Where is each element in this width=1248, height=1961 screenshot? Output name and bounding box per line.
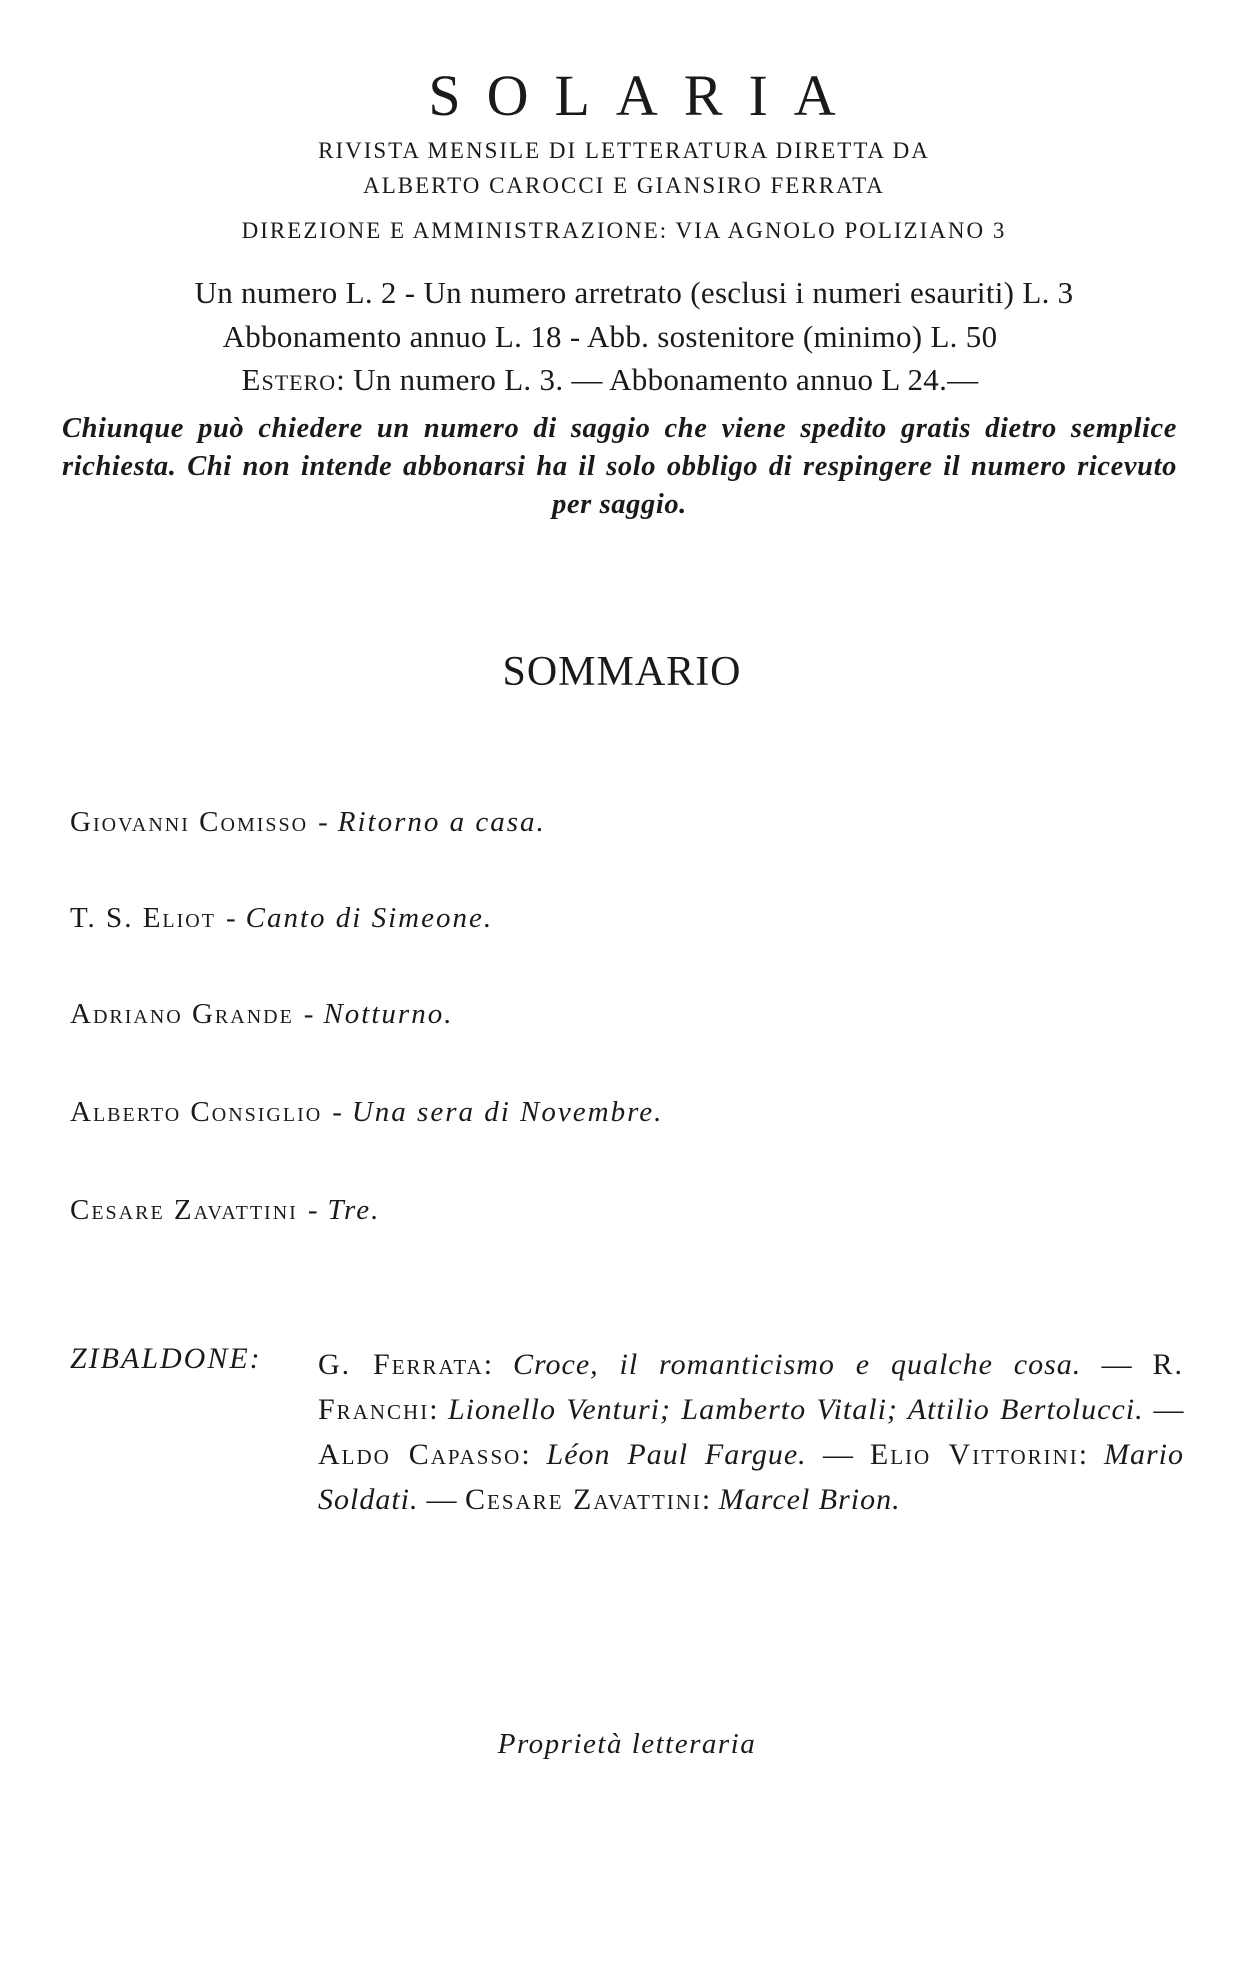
zibaldone-label: ZIBALDONE:	[70, 1342, 262, 1375]
toc-separator: -	[318, 806, 328, 838]
toc-entry	[70, 902, 493, 935]
toc-author: Cesare Zavattini	[70, 1194, 298, 1226]
zibaldone-title: Léon Paul Fargue.	[546, 1438, 807, 1471]
zibaldone-colon: :	[483, 1348, 493, 1381]
toc-author: Adriano Grande	[70, 998, 294, 1030]
zibaldone-title: Mario Soldati.	[318, 1438, 1185, 1516]
toc-title: Canto di Simeone.	[245, 902, 494, 934]
abroad-prices: : Un numero L. 3. — Abbonamento annuo L 24.—	[336, 362, 979, 397]
sommario-heading: SOMMARIO	[502, 649, 742, 695]
copyright-notice: Proprietà letteraria	[497, 1728, 757, 1760]
toc-separator: -	[225, 902, 236, 934]
price-line-subscription: Abbonamento annuo L. 18 - Abb. sostenitore (minimo) L. 50	[222, 319, 998, 354]
zibaldone-author: R. Franchi	[318, 1348, 1185, 1426]
zibaldone-colon: :	[701, 1483, 711, 1516]
price-line-abroad	[0, 362, 1234, 398]
zibaldone-dash: —	[426, 1483, 458, 1516]
toc-separator: -	[303, 998, 314, 1030]
zibaldone-title: Marcel Brion.	[718, 1483, 901, 1516]
toc-title: Tre.	[327, 1194, 381, 1226]
price-line-single-issue: Un numero L. 2 - Un numero arretrato (esclusi i numeri esauriti) L. 3	[194, 275, 1074, 310]
magazine-editors: ALBERTO CAROCCI E GIANSIRO FERRATA	[363, 173, 885, 198]
zibaldone-author: Cesare Zavattini	[465, 1483, 702, 1516]
zibaldone-author: Elio Vittorini	[869, 1438, 1079, 1471]
zibaldone-author: G. Ferrata	[318, 1348, 484, 1381]
toc-title: Ritorno a casa.	[337, 806, 546, 838]
toc-entry	[70, 1096, 663, 1129]
zibaldone-dash: —	[823, 1438, 854, 1471]
toc-entry	[70, 998, 453, 1031]
zibaldone-colon: :	[429, 1393, 439, 1426]
toc-entry	[70, 806, 546, 839]
zibaldone-title: Croce, il romanticismo e qualche cosa.	[512, 1348, 1082, 1381]
zibaldone-title: Lionello Venturi; Lamberto Vitali; Attilio Bertolucci.	[447, 1393, 1144, 1426]
zibaldone-colon: :	[1078, 1438, 1088, 1471]
sample-issue-notice: Chiunque può chiedere un numero di saggio che viene spedito gratis dietro semplice richiesta. Chi non intende abbonarsi ha il solo obbligo di respingere il numero ricevuto per saggio.	[62, 413, 1177, 520]
zibaldone-dash: —	[1101, 1348, 1133, 1381]
toc-author: T. S. Eliot	[70, 902, 216, 934]
toc-title: Notturno.	[323, 998, 454, 1030]
magazine-title: SOLARIA	[428, 63, 862, 128]
magazine-address: DIREZIONE E AMMINISTRAZIONE: VIA AGNOLO POLIZIANO 3	[241, 218, 1007, 243]
abroad-label: Estero	[241, 362, 337, 397]
magazine-subtitle: RIVISTA MENSILE DI LETTERATURA DIRETTA DA	[318, 138, 930, 163]
zibaldone-dash: —	[1153, 1393, 1185, 1426]
toc-title: Una sera di Novembre.	[351, 1096, 664, 1128]
toc-separator: -	[307, 1194, 318, 1226]
toc-separator: -	[332, 1096, 342, 1128]
zibaldone-colon: :	[521, 1438, 531, 1471]
toc-author: Giovanni Comisso	[70, 806, 309, 838]
toc-entry	[70, 1194, 380, 1227]
zibaldone-author: Aldo Capasso	[318, 1438, 522, 1471]
zibaldone-entries	[318, 1342, 1184, 1522]
toc-author: Alberto Consiglio	[70, 1096, 323, 1128]
